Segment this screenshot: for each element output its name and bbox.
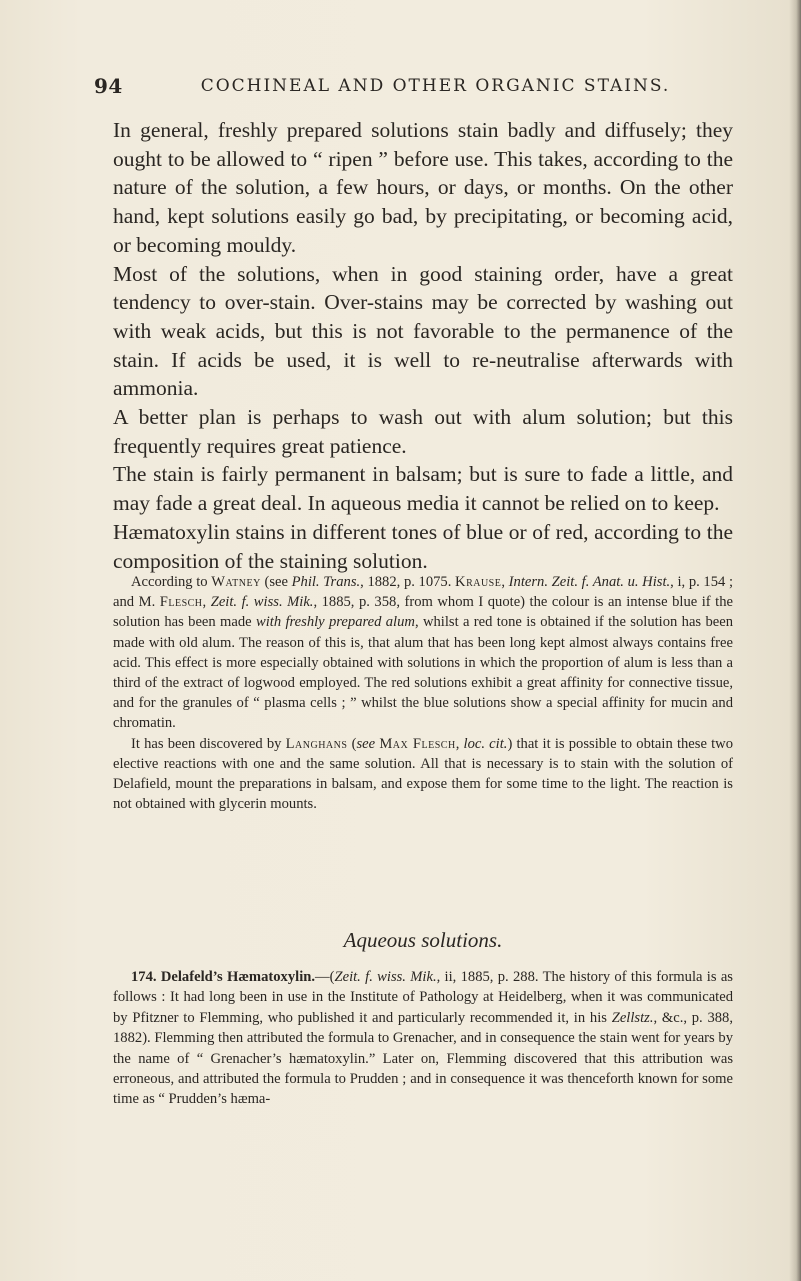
paragraph: A better plan is perhaps to wash out with alum solution; but this frequently requires great patience. [113,405,733,458]
entry-paragraph: 174. Delafeld’s Hæmatoxylin.—(Zeit. f. wiss. Mik., ii, 1885, p. 288. The history of this formula is as follows : It had long been in use in the Institute of Pathology at Heidelberg, when it was communicated by Pfitzner to Flemming, who published it and particularly recommended it, in his Zellstz., &c., p. 388, 1882). Flemming then attributed the formula to Grenacher, and in consequence the stain went for years by the name of “ Grenacher’s hæmatoxylin.” Later on, Flemming discovered that this attribution was erroneous, and attributed the formula to Prudden ; and in consequence it was thenceforth known for some time as “ Prudden’s hæma- [113,969,733,1108]
paragraph: The stain is fairly permanent in balsam; but is sure to fade a little, and may fade a great deal. In aqueous media it cannot be relied on to keep. [113,462,733,516]
note-paragraph: According to Watney (see Phil. Trans., 1882, p. 1075. Krause, Intern. Zeit. f. Anat. u. Hist., i, p. 154 ; and M. Flesch, Zeit. f. wiss. Mik., 1885, p. 358, from whom I quote) the colour is an intense blue if the solution has been made with freshly prepared alum, whilst a red tone is obtained if the solution has been made with old alum. The reason of this is, that alum that has been long kept almost always contains free acid. This effect is more especially obtained with solutions in which the proportion of alum is less than a third of the extract of logwood employed. The red solutions exhibit a great affinity for connective tissue, and for the granules of “ plasma cells ; ” whilst the blue solutions show a special affinity for mucin and chromatin. [113,574,734,732]
note-paragraph: It has been discovered by Langhans (see Max Flesch, loc. cit.) that it is possible to obtain these two elective reactions with one and the same solution. All that is necessary is to stain with the solution of Delafield, mount the preparations in balsam, and expose them for some time to the light. The reaction is not obtained with glycerin mounts. [113,735,733,813]
page-number: 94 [94,74,123,98]
paragraph: Hæmatoxylin stains in different tones of blue or of red, according to the composition of the staining solution. [113,519,733,573]
body-text [113,116,733,575]
note-block [113,572,733,814]
entry-number: 174. [131,969,157,985]
paragraph: In general, freshly prepared solutions stain badly and diffusely; they ought to be allowed to “ ripen ” before use. This takes, according to the nature of the solution, a few hours, or days, or months. On the other hand, kept solutions easily go bad, by precipitating, or becoming acid, or becoming mouldy. [113,118,733,257]
section-heading: Aqueous solutions. [343,928,503,952]
page-edge-shadow [789,0,801,1281]
running-head: COCHINEAL AND OTHER ORGANIC STAINS. [200,76,671,96]
paragraph: Most of the solutions, when in good staining order, have a great tendency to over-stain. Over-stains may be corrected by washing out with weak acids, but this is not favorable to the permanence of the stain. If acids be used, it is well to re-neutralise afterwards with ammonia. [113,261,733,401]
page-header [94,74,734,104]
entry-title: Delafeld’s Hæmatoxylin. [160,969,316,985]
formula-entry [113,967,733,1110]
